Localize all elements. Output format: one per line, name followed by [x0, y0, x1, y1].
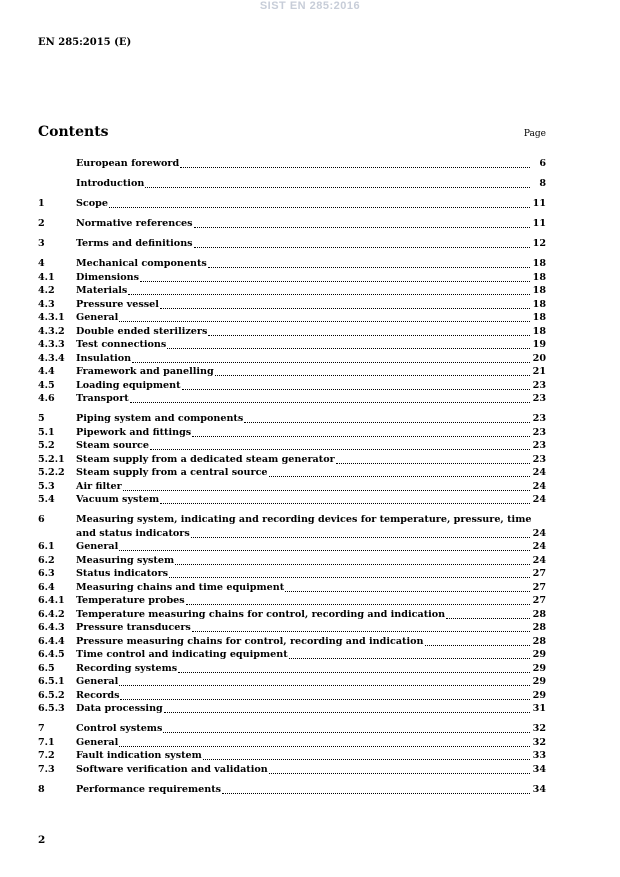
toc-dot-leader — [163, 724, 530, 733]
toc-entry-page: 28 — [532, 622, 546, 633]
toc-dot-leader — [186, 596, 530, 605]
toc-entry[interactable] — [38, 736, 546, 750]
toc-dot-leader — [222, 785, 530, 794]
toc-entry[interactable] — [38, 675, 546, 689]
toc-entry-title: Steam supply from a dedicated steam generator — [76, 453, 335, 465]
toc-entry[interactable] — [38, 594, 546, 608]
toc-entry[interactable] — [38, 453, 546, 467]
toc-dot-leader — [192, 428, 530, 437]
toc-entry[interactable] — [38, 702, 546, 716]
toc-entry-title: Control systems — [76, 723, 163, 734]
toc-entry[interactable] — [38, 439, 546, 453]
toc-entry-page: 28 — [532, 635, 546, 647]
toc-entry[interactable] — [38, 257, 546, 271]
toc-entry-title: Status indicators — [76, 568, 169, 579]
toc-entry-title: Pressure vessel — [76, 298, 159, 310]
toc-entry-number: 6.5.1 — [38, 676, 65, 687]
toc-dot-leader — [208, 327, 530, 336]
toc-entry-number: 4.4 — [38, 366, 55, 377]
toc-entry-page: 28 — [532, 608, 546, 620]
toc-entry-number: 6.4 — [38, 581, 55, 593]
toc-entry-page: 23 — [532, 426, 546, 438]
toc-entry-number: 4.3.4 — [38, 352, 65, 364]
toc-entry-title: Steam source — [76, 440, 149, 451]
toc-entry[interactable] — [38, 365, 546, 379]
toc-entry-page: 29 — [532, 689, 546, 701]
toc-entry-page: 34 — [532, 763, 546, 775]
toc-entry-page: 23 — [532, 393, 546, 404]
toc-entry-number: 6 — [38, 514, 45, 525]
toc-entry-title: Scope — [76, 198, 108, 209]
toc-entry[interactable] — [38, 217, 546, 231]
toc-entry-number: 6.5.3 — [38, 703, 65, 714]
toc-dot-leader — [203, 751, 530, 760]
toc-entry[interactable] — [38, 426, 546, 440]
toc-entry-page: 18 — [532, 325, 546, 337]
toc-entry-page: 11 — [532, 198, 546, 209]
toc-entry[interactable] — [38, 284, 546, 298]
toc-entry-page: 23 — [532, 440, 546, 451]
toc-entry[interactable] — [38, 621, 546, 635]
toc-dot-leader — [446, 610, 530, 619]
toc-entry-page: 18 — [532, 271, 546, 283]
toc-dot-leader — [145, 179, 530, 188]
toc-entry-page: 33 — [532, 750, 546, 761]
toc-dot-leader — [169, 569, 530, 578]
toc-entry-page: 29 — [532, 649, 546, 660]
toc-entry-continuation[interactable] — [38, 527, 546, 541]
toc-dot-leader — [180, 159, 530, 168]
toc-entry-title: Performance requirements — [76, 783, 222, 795]
toc-entry[interactable] — [38, 325, 546, 339]
toc-entry-page: 24 — [532, 467, 546, 478]
toc-dot-leader — [120, 691, 530, 700]
toc-entry-number: 4.3.2 — [38, 325, 65, 337]
toc-entry-number: 2 — [38, 218, 45, 229]
toc-entry-title: General — [76, 736, 119, 748]
toc-entry[interactable] — [38, 648, 546, 662]
document-reference: EN 285:2015 (E) — [38, 37, 132, 48]
toc-entry-page: 18 — [532, 285, 546, 296]
toc-dot-leader — [194, 219, 530, 228]
toc-entry-title: Materials — [76, 285, 128, 296]
toc-entry[interactable] — [38, 311, 546, 325]
toc-entry[interactable] — [38, 567, 546, 581]
toc-dot-leader — [119, 313, 530, 322]
toc-entry-page: 23 — [532, 413, 546, 424]
footer-page-number: 2 — [38, 834, 46, 846]
toc-entry[interactable] — [38, 379, 546, 393]
toc-entry[interactable] — [38, 338, 546, 352]
toc-entry-page: 20 — [532, 352, 546, 364]
toc-entry-number: 4.3 — [38, 298, 55, 310]
toc-entry-number: 8 — [38, 783, 45, 795]
toc-entry-page: 24 — [532, 480, 546, 492]
toc-entry[interactable] — [38, 581, 546, 595]
toc-entry[interactable] — [38, 271, 546, 285]
toc-entry-page: 6 — [539, 158, 546, 169]
toc-dot-leader — [119, 542, 530, 551]
toc-dot-leader — [194, 239, 530, 248]
toc-entry[interactable] — [38, 466, 546, 480]
toc-entry-page: 19 — [532, 339, 546, 350]
toc-entry-number: 6.5.2 — [38, 689, 65, 701]
toc-entry-title: Piping system and components — [76, 413, 244, 424]
toc-entry-number: 6.3 — [38, 568, 55, 579]
toc-entry-title: Dimensions — [76, 271, 140, 283]
toc-entry[interactable] — [38, 177, 546, 191]
toc-entry-number: 1 — [38, 198, 45, 209]
toc-dot-leader — [178, 664, 530, 673]
toc-dot-leader — [175, 556, 530, 565]
toc-entry-title: Pressure measuring chains for control, recording and indication — [76, 635, 424, 647]
toc-entry-number: 4.3.1 — [38, 312, 65, 323]
toc-dot-leader — [285, 583, 530, 592]
toc-dot-leader — [167, 340, 530, 349]
toc-entry-title: Fault indication system — [76, 750, 202, 761]
toc-entry-title: Recording systems — [76, 662, 178, 674]
toc-entry-number: 6.4.2 — [38, 608, 65, 620]
toc-entry[interactable] — [38, 749, 546, 763]
toc-entry-title: Steam supply from a central source — [76, 467, 268, 478]
toc-entry-title: General — [76, 676, 119, 687]
toc-entry[interactable] — [38, 513, 546, 527]
toc-entry-title: Terms and definitions — [76, 238, 193, 249]
toc-dot-leader — [150, 441, 530, 450]
toc-dot-leader — [289, 650, 530, 659]
toc-entry-page: 18 — [532, 312, 546, 323]
toc-dot-leader — [191, 529, 530, 538]
toc-dot-leader — [123, 482, 530, 491]
toc-entry[interactable] — [38, 689, 546, 703]
toc-entry-title: Pipework and fittings — [76, 426, 192, 438]
toc-entry-title: Insulation — [76, 352, 132, 364]
toc-entry[interactable] — [38, 722, 546, 736]
toc-dot-leader — [140, 273, 530, 282]
toc-entry-number: 3 — [38, 238, 45, 249]
toc-entry-page: 32 — [532, 736, 546, 748]
toc-dot-leader — [119, 738, 530, 747]
toc-entry-page: 34 — [532, 783, 546, 795]
toc-entry[interactable] — [38, 554, 546, 568]
toc-entry-title: Double ended sterilizers — [76, 325, 208, 337]
toc-dot-leader — [269, 468, 530, 477]
toc-entry[interactable] — [38, 540, 546, 554]
toc-entry-title: Framework and panelling — [76, 366, 214, 377]
toc-entry-title: Software verification and validation — [76, 763, 268, 775]
toc-dot-leader — [164, 704, 530, 713]
toc-entry[interactable] — [38, 635, 546, 649]
toc-entry-title: Records — [76, 689, 120, 701]
toc-entry-title: Pressure transducers — [76, 622, 191, 633]
toc-entry[interactable] — [38, 392, 546, 406]
toc-entry-number: 4.2 — [38, 285, 55, 296]
toc-entry-number: 7 — [38, 723, 45, 734]
toc-entry-page: 31 — [532, 703, 546, 714]
toc-entry-title: Introduction — [76, 178, 145, 189]
toc-entry-title: Temperature measuring chains for control, recording and indication — [76, 608, 446, 620]
toc-dot-leader — [128, 286, 530, 295]
toc-entry-title: Measuring system — [76, 554, 175, 566]
toc-entry-title: General — [76, 312, 119, 323]
toc-dot-leader — [109, 199, 530, 208]
toc-dot-leader — [215, 367, 530, 376]
toc-entry-page: 29 — [532, 662, 546, 674]
contents-heading: Contents — [38, 124, 109, 140]
toc-entry-title: Data processing — [76, 703, 163, 714]
toc-entry-number: 5.2.1 — [38, 453, 65, 465]
toc-entry[interactable] — [38, 662, 546, 676]
toc-entry-title: and status indicators — [76, 527, 190, 539]
toc-entry-page: 27 — [532, 581, 546, 593]
toc-entry[interactable] — [38, 763, 546, 777]
page-column-label: Page — [523, 129, 546, 139]
toc-entry[interactable] — [38, 197, 546, 211]
toc-entry-page: 24 — [532, 554, 546, 566]
toc-entry-number: 5.2 — [38, 440, 55, 451]
toc-entry-page: 27 — [532, 595, 546, 606]
toc-entry-page: 24 — [532, 494, 546, 505]
toc-entry-page: 18 — [532, 258, 546, 269]
toc-entry[interactable] — [38, 352, 546, 366]
toc-entry[interactable] — [38, 412, 546, 426]
toc-dot-leader — [160, 300, 530, 309]
toc-entry-page: 27 — [532, 568, 546, 579]
toc-dot-leader — [130, 394, 530, 403]
toc-dot-leader — [192, 623, 530, 632]
toc-entry-page: 29 — [532, 676, 546, 687]
toc-entry-number: 7.3 — [38, 763, 55, 775]
toc-entry-number: 6.4.3 — [38, 622, 65, 633]
toc-entry[interactable] — [38, 157, 546, 171]
toc-entry-number: 4.3.3 — [38, 339, 65, 350]
toc-dot-leader — [119, 677, 530, 686]
toc-entry[interactable] — [38, 298, 546, 312]
toc-entry-title: General — [76, 541, 119, 552]
toc-entry-title: Transport — [76, 393, 129, 404]
toc-entry-title: European foreword — [76, 158, 180, 169]
toc-entry-title: Measuring chains and time equipment — [76, 581, 285, 593]
toc-entry-page: 23 — [532, 379, 546, 391]
toc-entry[interactable] — [38, 237, 546, 251]
toc-entry-title: Air filter — [76, 480, 122, 492]
toc-dot-leader — [336, 455, 530, 464]
toc-entry[interactable] — [38, 480, 546, 494]
toc-entry-page: 21 — [532, 366, 546, 377]
toc-entry-number: 4 — [38, 258, 45, 269]
toc-entry-number: 4.1 — [38, 271, 55, 283]
toc-entry-page: 8 — [539, 178, 546, 189]
toc-entry[interactable] — [38, 608, 546, 622]
toc-entry[interactable] — [38, 493, 546, 507]
toc-entry-number: 7.2 — [38, 750, 55, 761]
toc-entry-title-line1: Measuring system, indicating and recording devices for temperature, pressure, time — [76, 514, 532, 525]
toc-entry-title: Loading equipment — [76, 379, 181, 391]
toc-dot-leader — [208, 259, 530, 268]
toc-entry-number: 6.4.4 — [38, 635, 65, 647]
table-of-contents — [38, 157, 546, 796]
toc-entry-number: 6.4.5 — [38, 649, 65, 660]
toc-dot-leader — [160, 495, 530, 504]
toc-entry-page: 24 — [532, 541, 546, 552]
toc-entry-number: 6.2 — [38, 554, 55, 566]
toc-entry-number: 4.5 — [38, 379, 55, 391]
toc-entry-number: 6.1 — [38, 541, 55, 552]
toc-dot-leader — [425, 637, 530, 646]
toc-entry-number: 5.3 — [38, 480, 55, 492]
toc-entry-number: 7.1 — [38, 736, 55, 748]
toc-entry-number: 4.6 — [38, 393, 55, 404]
toc-entry-title: Mechanical components — [76, 258, 207, 269]
watermark: SIST EN 285:2016 — [259, 0, 361, 12]
toc-entry-page: 23 — [532, 453, 546, 465]
toc-dot-leader — [269, 765, 530, 774]
toc-dot-leader — [244, 414, 530, 423]
toc-entry-title: Time control and indicating equipment — [76, 649, 288, 660]
toc-entry-title: Test connections — [76, 339, 167, 350]
toc-entry[interactable] — [38, 783, 546, 797]
toc-entry-title: Normative references — [76, 218, 193, 229]
toc-entry-page: 24 — [532, 527, 546, 539]
toc-entry-number: 5.1 — [38, 426, 55, 438]
toc-dot-leader — [182, 381, 530, 390]
toc-entry-number: 5.4 — [38, 494, 55, 505]
toc-entry-number: 6.5 — [38, 662, 55, 674]
toc-entry-number: 6.4.1 — [38, 595, 65, 606]
toc-entry-number: 5 — [38, 413, 45, 424]
toc-entry-number: 5.2.2 — [38, 467, 65, 478]
toc-entry-page: 11 — [532, 218, 546, 229]
toc-dot-leader — [132, 354, 530, 363]
toc-entry-title: Temperature probes — [76, 595, 185, 606]
toc-entry-page: 32 — [532, 723, 546, 734]
toc-entry-title: Vacuum system — [76, 494, 160, 505]
toc-entry-page: 12 — [532, 238, 546, 249]
toc-entry-page: 18 — [532, 298, 546, 310]
